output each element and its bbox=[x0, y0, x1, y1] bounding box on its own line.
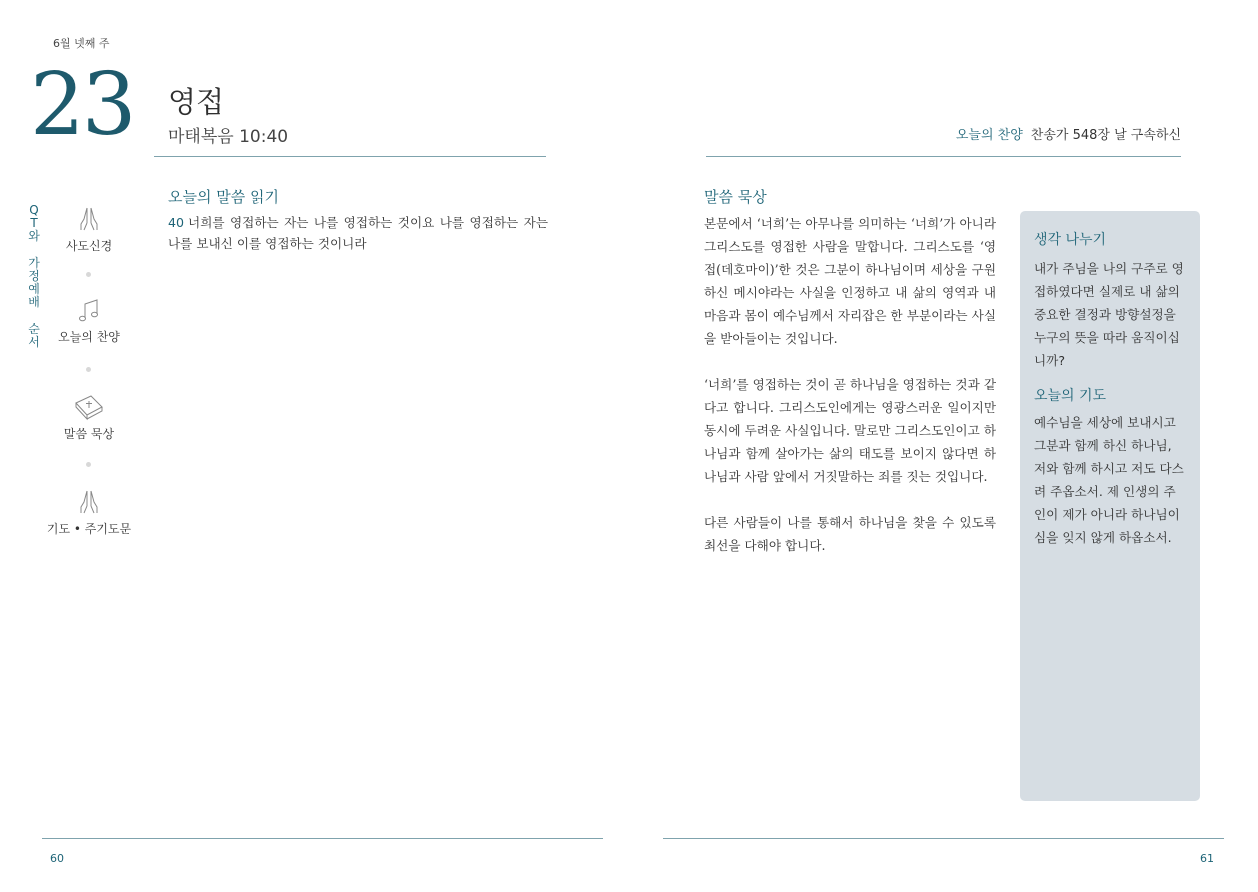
page-number-left: 60 bbox=[50, 852, 64, 865]
vertical-char: Q bbox=[29, 203, 39, 217]
prayer-heading: 오늘의 기도 bbox=[1034, 388, 1107, 404]
week-label: 6월 넷째 주 bbox=[53, 37, 110, 50]
header-divider-right bbox=[706, 156, 1181, 157]
vertical-char: 배 bbox=[28, 295, 40, 309]
vertical-char: T bbox=[30, 216, 38, 230]
footer-divider-right bbox=[663, 838, 1224, 839]
vertical-char: 와 bbox=[28, 229, 40, 243]
vertical-char: 예 bbox=[28, 282, 40, 296]
hymn-label: 오늘의 찬양 bbox=[955, 128, 1023, 143]
step-separator-dot bbox=[86, 462, 91, 467]
step-todays-hymn bbox=[44, 298, 134, 345]
step-separator-dot bbox=[86, 272, 91, 277]
bible-icon bbox=[73, 393, 105, 421]
verse-text: 너희를 영접하는 자는 나를 영접하는 것이요 나를 영접하는 자는 나를 보내신 이를 영접하는 것이니라 bbox=[168, 215, 548, 251]
reflection-box bbox=[1020, 211, 1200, 801]
reading-heading: 오늘의 말씀 읽기 bbox=[168, 188, 279, 206]
meditation-body bbox=[704, 212, 996, 580]
meditation-paragraph: 본문에서 ‘너희’는 아무나를 의미하는 ‘너희’가 아니라 그리스도를 영접한 사람을 말합니다. 그리스도를 ‘영접(데호마이)’한 것은 그분이 하나님이며 세상을 구원하신 메시야라는 사실을 인정하고 내 삶의 영역과 내 마음과 몸이 예수님께서 자리잡은 한 부분이라는 사실을 받아들이는 것입니다. bbox=[704, 216, 996, 346]
page-number-right: 61 bbox=[1200, 852, 1214, 865]
vertical-char: 순 bbox=[28, 322, 40, 336]
share-heading: 생각 나누기 bbox=[1034, 232, 1107, 248]
vertical-char: 가 bbox=[28, 256, 40, 270]
vertical-gap bbox=[26, 243, 42, 257]
step-label: 말씀 묵상 bbox=[63, 427, 115, 441]
music-note-icon bbox=[75, 298, 103, 324]
vertical-char: 서 bbox=[28, 335, 40, 349]
hymn-of-the-day bbox=[956, 124, 1181, 143]
meditation-paragraph: 다른 사람들이 나를 통해서 하나님을 찾을 수 있도록 최선을 다해야 합니다. bbox=[704, 515, 996, 553]
meditation-heading: 말씀 묵상 bbox=[704, 188, 767, 206]
step-separator-dot bbox=[86, 367, 91, 372]
footer-divider-left bbox=[42, 838, 603, 839]
reading-passage bbox=[168, 212, 548, 254]
vertical-char: 정 bbox=[28, 269, 40, 283]
verse-number: 40 bbox=[168, 215, 185, 230]
header-divider-left bbox=[154, 156, 546, 157]
hymn-value: 찬송가 548장 날 구속하신 bbox=[1030, 128, 1181, 143]
share-text: 내가 주님을 나의 구주로 영접하였다면 실제로 내 삶의 중요한 결정과 방향설정을 누구의 뜻을 따라 움직이십니까? bbox=[1034, 261, 1184, 368]
prayer-text: 예수님을 세상에 보내시고 그분과 함께 하신 하나님, 저와 함께 하시고 저도 다스려 주옵소서. 제 인생의 주인이 제가 아니라 하나님이심을 잊지 않게 하옵소서. bbox=[1034, 415, 1184, 545]
page-title: 영접 bbox=[168, 85, 225, 119]
vertical-section-label bbox=[26, 204, 42, 349]
step-label: 사도신경 bbox=[65, 239, 113, 253]
step-label: 기도 • 주기도문 bbox=[46, 522, 132, 536]
praying-hands-icon bbox=[75, 205, 103, 233]
day-number: 23 bbox=[30, 55, 134, 155]
step-prayer bbox=[44, 488, 134, 537]
step-word-meditation bbox=[44, 393, 134, 442]
scripture-reference: 마태복음 10:40 bbox=[168, 127, 289, 147]
step-apostles-creed bbox=[44, 205, 134, 254]
praying-hands-icon bbox=[75, 488, 103, 516]
vertical-gap bbox=[26, 309, 42, 323]
meditation-paragraph: ‘너희’를 영접하는 것이 곧 하나님을 영접하는 것과 같다고 합니다. 그리스도인에게는 영광스러운 일이지만 동시에 두려운 사실입니다. 말로만 그리스도인이고 하나님과 함께 살아가는 삶의 태도를 보이지 않다면 하나님과 사람 앞에서 거짓말하는 죄를 짓는 것입니다. bbox=[704, 377, 996, 484]
step-label: 오늘의 찬양 bbox=[58, 330, 120, 344]
